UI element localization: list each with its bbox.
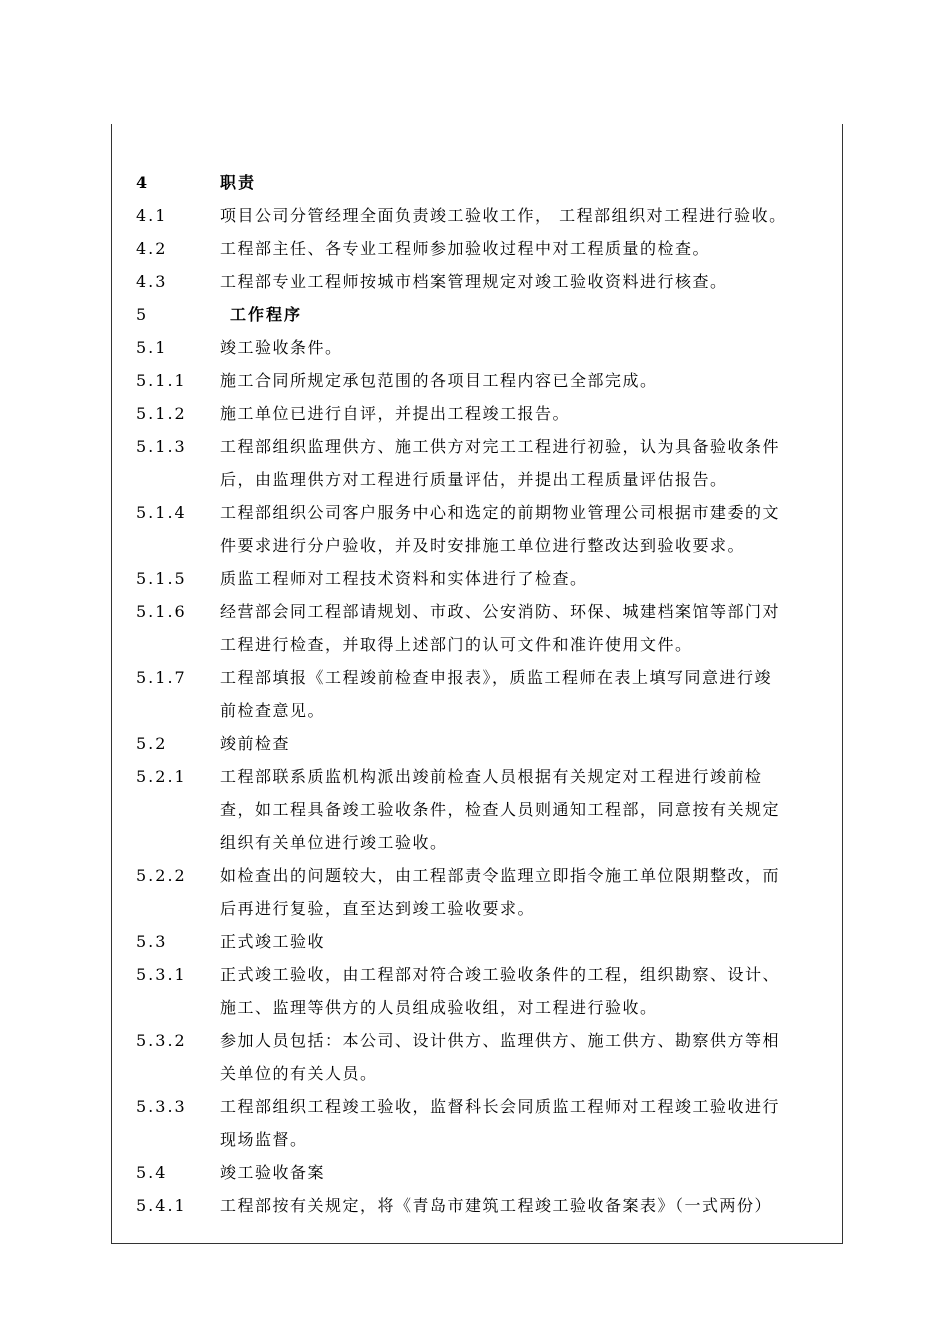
section-title: 工作程序	[230, 305, 303, 324]
clause-number: 5.2.1	[136, 767, 187, 786]
clause-text-line: 工程部组织工程竣工验收，监督科长会同质监工程师对工程竣工验收进行	[220, 1097, 781, 1116]
clause-number: 5.1.7	[136, 668, 187, 687]
clause-number: 4.2	[136, 239, 168, 258]
clause-number: 5.1.4	[136, 503, 187, 522]
clause-number: 5.1.6	[136, 602, 187, 621]
clause-text-line: 正式竣工验收，由工程部对符合竣工验收条件的工程，组织勘察、设计、	[220, 965, 781, 984]
section-title: 职责	[220, 173, 257, 192]
clause-text-line: 施工、监理等供方的人员组成验收组，对工程进行验收。	[220, 998, 658, 1017]
clause-text-line: 件要求进行分户验收，并及时安排施工单位进行整改达到验收要求。	[220, 536, 746, 555]
clause-number: 5.3.3	[136, 1097, 187, 1116]
clause-text: 工程部按有关规定，将《青岛市建筑工程竣工验收备案表》（一式两份）	[220, 1196, 773, 1215]
clause-number: 5.1.5	[136, 569, 187, 588]
clause-text-line: 参加人员包括：本公司、设计供方、监理供方、施工供方、勘察供方等相	[220, 1031, 781, 1050]
clause-text: 施工单位已进行自评，并提出工程竣工报告。	[220, 404, 571, 423]
clause-text-line: 工程部组织公司客户服务中心和选定的前期物业管理公司根据市建委的文	[220, 503, 781, 522]
clause-text: 正式竣工验收	[220, 932, 326, 951]
clause-number: 5.1.1	[136, 371, 187, 390]
clause-text-line: 前检查意见。	[220, 701, 326, 720]
clause-text-line: 工程部填报《工程竣前检查申报表》，质监工程师在表上填写同意进行竣	[220, 668, 773, 687]
clause-text-line: 现场监督。	[220, 1130, 308, 1149]
clause-number: 5.4	[136, 1163, 168, 1182]
clause-text: 竣工验收条件。	[220, 338, 343, 357]
clause-number: 5.1.2	[136, 404, 187, 423]
clause-number: 4.3	[136, 272, 168, 291]
clause-text-line: 如检查出的问题较大，由工程部责令监理立即指令施工单位限期整改，而	[220, 866, 781, 885]
clause-number: 5.3.1	[136, 965, 187, 984]
clause-text: 项目公司分管经理全面负责竣工验收工作， 工程部组织对工程进行验收。	[220, 206, 787, 225]
clause-text: 竣前检查	[220, 734, 291, 753]
clause-text-line: 后，由监理供方对工程进行质量评估，并提出工程质量评估报告。	[220, 470, 728, 489]
clause-text-line: 经营部会同工程部请规划、市政、公安消防、环保、城建档案馆等部门对	[220, 602, 781, 621]
clause-text-line: 工程进行检查，并取得上述部门的认可文件和准许使用文件。	[220, 635, 693, 654]
clause-text-line: 组织有关单位进行竣工验收。	[220, 833, 448, 852]
clause-number: 5.3	[136, 932, 168, 951]
section-number: 4	[136, 173, 150, 192]
clause-number: 4.1	[136, 206, 168, 225]
clause-text: 工程部主任、各专业工程师参加验收过程中对工程质量的检查。	[220, 239, 711, 258]
clause-text: 施工合同所规定承包范围的各项目工程内容已全部完成。	[220, 371, 658, 390]
clause-text: 竣工验收备案	[220, 1163, 326, 1182]
clause-text-line: 关单位的有关人员。	[220, 1064, 378, 1083]
section-number: 5	[136, 305, 149, 324]
clause-number: 5.2	[136, 734, 168, 753]
clause-number: 5.1	[136, 338, 168, 357]
clause-text: 工程部专业工程师按城市档案管理规定对竣工验收资料进行核查。	[220, 272, 728, 291]
clause-text-line: 后再进行复验，直至达到竣工验收要求。	[220, 899, 536, 918]
clause-number: 5.4.1	[136, 1196, 187, 1215]
clause-text: 质监工程师对工程技术资料和实体进行了检查。	[220, 569, 588, 588]
clause-text-line: 查，如工程具备竣工验收条件，检查人员则通知工程部，同意按有关规定	[220, 800, 781, 819]
clause-number: 5.3.2	[136, 1031, 187, 1050]
clause-text-line: 工程部联系质监机构派出竣前检查人员根据有关规定对工程进行竣前检	[220, 767, 763, 786]
clause-text-line: 工程部组织监理供方、施工供方对完工工程进行初验，认为具备验收条件	[220, 437, 781, 456]
clause-number: 5.1.3	[136, 437, 187, 456]
clause-number: 5.2.2	[136, 866, 187, 885]
